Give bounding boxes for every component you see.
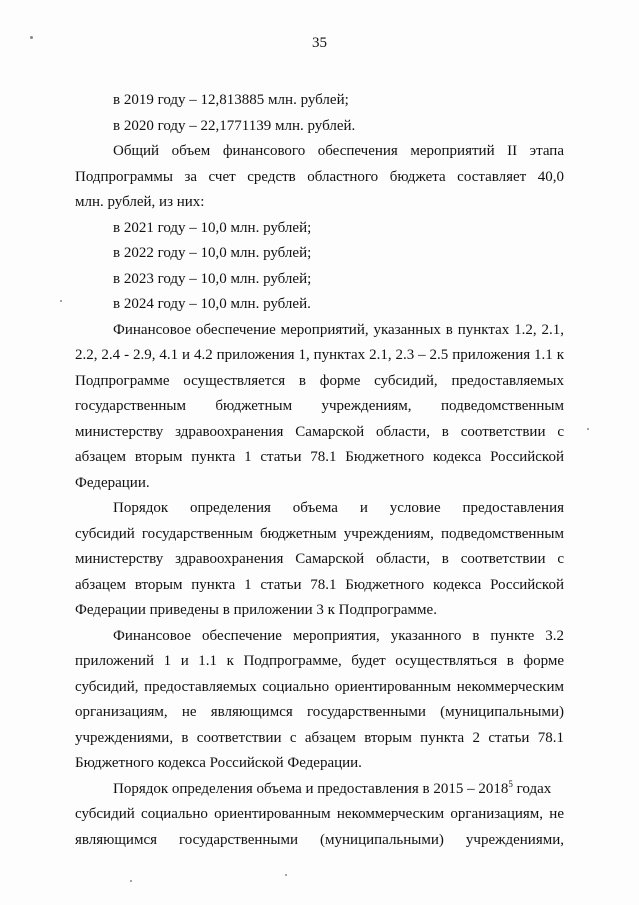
scan-speck <box>60 300 62 302</box>
text-line: приложений 1 и 1.1 к Подпрограмме, будет осуществляться в форме <box>75 653 564 669</box>
text-line: государственным бюджетным учреждениям, подведомственным <box>75 398 564 414</box>
text-line: в 2022 году – 10,0 млн. рублей; <box>113 245 312 261</box>
text-line <box>113 780 551 798</box>
text-line: субсидий, предоставляемых социально ориентированным некоммерческим <box>75 679 564 695</box>
text-line: Финансовое обеспечение мероприятий, указанных в пунктах 1.2, 2.1, <box>113 322 564 338</box>
text-line: млн. рублей, из них: <box>75 194 205 210</box>
text-line: в 2019 году – 12,813885 млн. рублей; <box>113 92 349 108</box>
text-segment: годах <box>512 781 552 797</box>
page-number: 35 <box>312 35 327 51</box>
scan-speck <box>285 874 287 876</box>
text-segment: Порядок определения объема и предоставления в 2015 – 2018 <box>113 781 509 797</box>
text-line: Финансовое обеспечение мероприятия, указанного в пункте 3.2 <box>113 628 564 644</box>
text-line: Порядок определения объема и условие предоставления <box>113 500 564 516</box>
text-line: абзацем вторым пункта 1 статьи 78.1 Бюджетного кодекса Российской <box>75 449 564 465</box>
text-line: Подпрограмме осуществляется в форме субсидий, предоставляемых <box>75 373 564 389</box>
text-line: субсидий социально ориентированным некоммерческим организациям, не <box>75 806 564 822</box>
scan-speck <box>30 36 33 39</box>
text-line: министерству здравоохранения Самарской области, в соответствии с <box>75 551 564 567</box>
text-line: в 2023 году – 10,0 млн. рублей; <box>113 271 312 287</box>
text-line: Федерации приведены в приложении 3 к Подпрограмме. <box>75 602 437 618</box>
text-line: в 2021 году – 10,0 млн. рублей; <box>113 220 312 236</box>
text-line: министерству здравоохранения Самарской области, в соответствии с <box>75 424 564 440</box>
text-line: организациям, не являющимся государственными (муниципальными) <box>75 704 564 720</box>
text-line: субсидий государственным бюджетным учреждениям, подведомственным <box>75 526 564 542</box>
text-line: учреждениями, в соответствии с абзацем вторым пункта 2 статьи 78.1 <box>75 730 564 746</box>
text-line: Общий объем финансового обеспечения мероприятий II этапа <box>113 143 564 159</box>
scan-speck <box>130 880 132 882</box>
text-line: Подпрограммы за счет средств областного бюджета составляет 40,0 <box>75 169 564 185</box>
scan-speck <box>587 428 589 430</box>
text-line: в 2020 году – 22,1771139 млн. рублей. <box>113 118 356 134</box>
text-line: в 2024 году – 10,0 млн. рублей. <box>113 296 311 312</box>
text-line: абзацем вторым пункта 1 статьи 78.1 Бюджетного кодекса Российской <box>75 577 564 593</box>
text-line: Федерации. <box>75 475 150 491</box>
text-line: являющимся государственными (муниципальными) учреждениями, <box>75 832 564 848</box>
text-line: 2.2, 2.4 - 2.9, 4.1 и 4.2 приложения 1, пунктах 2.1, 2.3 – 2.5 приложения 1.1 к <box>75 347 564 363</box>
footnote-mark: 5 <box>508 779 513 789</box>
text-line: Бюджетного кодекса Российской Федерации. <box>75 755 362 771</box>
